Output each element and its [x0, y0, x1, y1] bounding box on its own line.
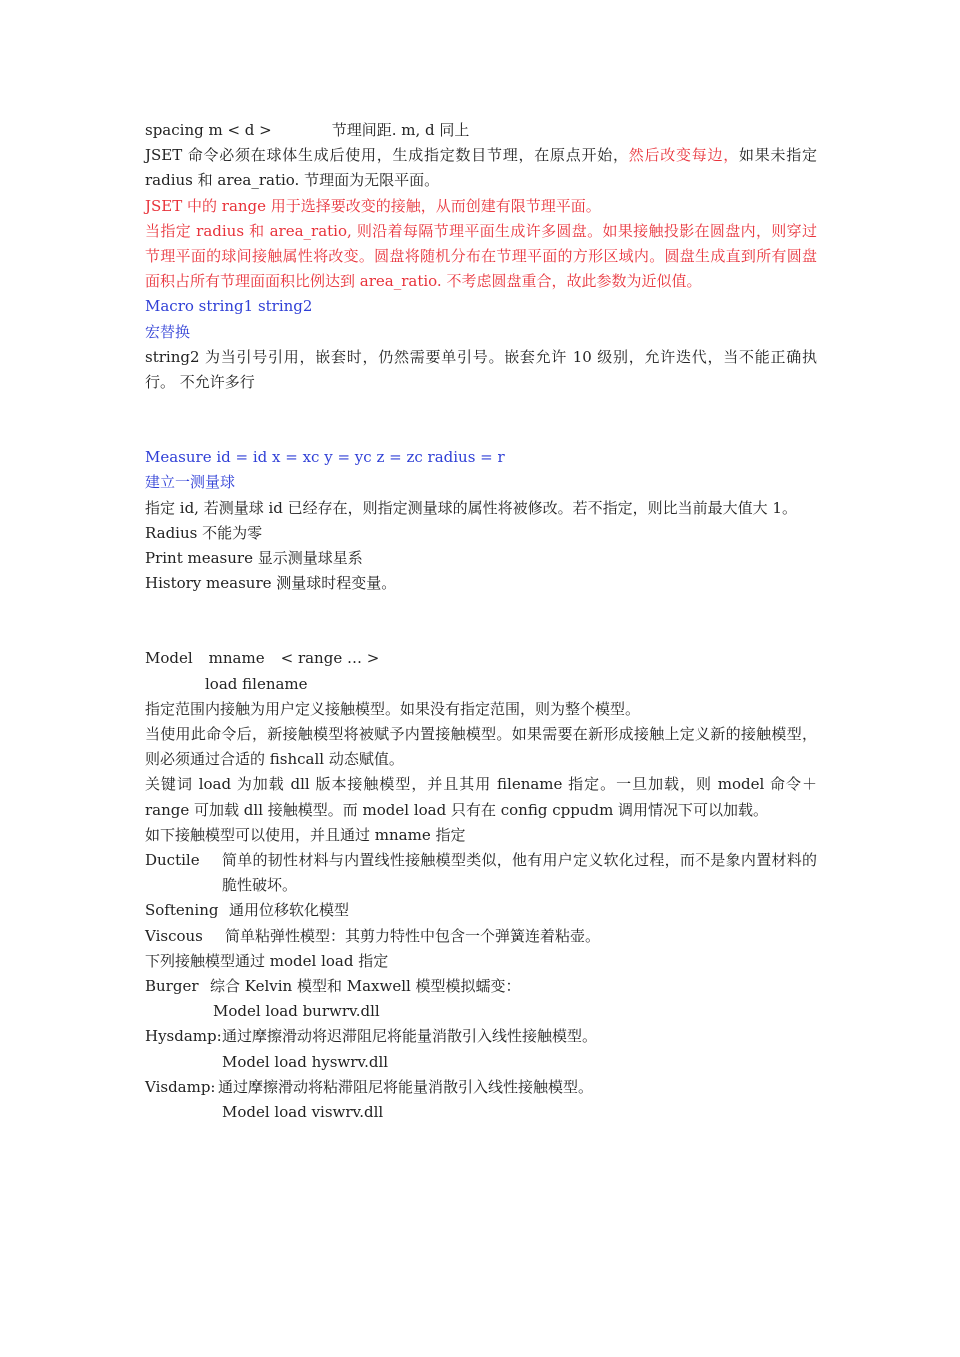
measure-command: Measure id = id x = xc y = yc z = zc radius = r: [145, 448, 505, 467]
ductile-term: Ductile: [145, 850, 200, 869]
burger-entry: [145, 974, 817, 999]
model-paragraph-5: 下列接触模型通过 model load 指定: [145, 951, 389, 970]
hysdamp-description: 通过摩擦滑动将迟滞阻尼将能量消散引入线性接触模型。: [222, 1027, 598, 1046]
visdamp-entry: [145, 1075, 817, 1100]
measure-history-note: History measure 测量球时程变量。: [145, 574, 397, 593]
model-command: [145, 646, 817, 671]
measure-description: 指定 id, 若测量球 id 已经存在，则指定测量球的属性将被修改。若不指定，则比当前最大值大 1。: [145, 498, 797, 517]
model-paragraph-4: 如下接触模型可以使用，并且通过 mname 指定: [145, 825, 466, 844]
ductile-description: 简单的韧性材料与内置线性接触模型类似，他有用户定义软化过程，而不是象内置材料的脆性破坏。: [222, 850, 817, 895]
macro-command: Macro string1 string2: [145, 297, 313, 316]
jset-radius-note: 当指定 radius 和 area_ratio, 则沿着每隔节理平面生成许多圆盘。如果接触投影在圆盘内，则穿过节理平面的球间接触属性将改变。圆盘将随机分布在节理平面的方形区域内。圆盘生成直到所有圆盘面积占所有节理面面积比例达到 area_ratio. 不考虑圆盘重合，故此参数为近似值。: [145, 221, 817, 291]
jset-paragraph: [145, 143, 817, 193]
macro-description: string2 为当引号引用，嵌套时，仍然需要单引号。嵌套允许 10 级别，允许迭代，当不能正确执行。 不允许多行: [145, 347, 817, 391]
macro-title: 宏替换: [145, 322, 191, 341]
model-mname: mname: [208, 649, 265, 668]
spacing-command: spacing m < d >: [145, 121, 272, 139]
spacing-description: 节理间距. m, d 同上: [331, 121, 470, 139]
burger-description: 综合 Kelvin 模型和 Maxwell 模型模拟蠕变：: [210, 976, 521, 995]
document-page: [145, 118, 817, 1125]
softening-term: Softening: [145, 901, 219, 920]
softening-entry: [145, 898, 817, 923]
jset-text-b: 如果未指定 radius 和 area_ratio. 节理面为无限平面。: [145, 146, 817, 190]
hysdamp-entry: [145, 1024, 817, 1049]
ductile-entry: [145, 848, 817, 898]
burger-load: Model load burwrv.dll: [213, 1002, 380, 1021]
model-paragraph-1: 指定范围内接触为用户定义接触模型。如果没有指定范围，则为整个模型。: [145, 699, 641, 718]
measure-print-note: Print measure 显示测量球星系: [145, 548, 363, 567]
model-load-line: load filename: [205, 674, 308, 693]
burger-term: Burger: [145, 976, 199, 995]
visdamp-description: 通过摩擦滑动将粘滞阻尼将能量消散引入线性接触模型。: [218, 1077, 594, 1096]
model-range: < range … >: [280, 649, 380, 668]
visdamp-term: Visdamp:: [145, 1077, 216, 1096]
model-paragraph-3: 关键词 load 为加载 dll 版本接触模型，并且其用 filename 指定。一旦加载，则 model 命令＋range 可加载 dll 接触模型。而 model load 只有在 config cppudm 调用情况下可以加载。: [145, 775, 817, 819]
model-paragraph-2: 当使用此命令后，新接触模型将被赋予内置接触模型。如果需要在新形成接触上定义新的接触模型，则必须通过合适的 fishcall 动态赋值。: [145, 724, 817, 769]
hysdamp-load: Model load hyswrv.dll: [222, 1052, 389, 1071]
softening-description: 通用位移软化模型: [229, 901, 350, 920]
measure-title: 建立一测量球: [145, 473, 236, 492]
jset-text-red: 然后改变每边，: [628, 146, 739, 165]
spacing-line: [145, 118, 817, 143]
jset-range-note: JSET 中的 range 用于选择要改变的接触，从而创建有限节理平面。: [145, 196, 601, 215]
visdamp-load: Model load viswrv.dll: [222, 1102, 384, 1121]
viscous-description: 简单粘弹性模型：其剪力特性中包含一个弹簧连着粘壶。: [225, 926, 601, 945]
viscous-term: Viscous: [145, 926, 203, 945]
hysdamp-term: Hysdamp:: [145, 1027, 222, 1046]
measure-radius-note: Radius 不能为零: [145, 523, 263, 542]
jset-text-a: JSET 命令必须在球体生成后使用，生成指定数目节理，在原点开始，: [145, 146, 629, 165]
model-keyword: Model: [145, 649, 193, 668]
viscous-entry: [145, 924, 817, 949]
